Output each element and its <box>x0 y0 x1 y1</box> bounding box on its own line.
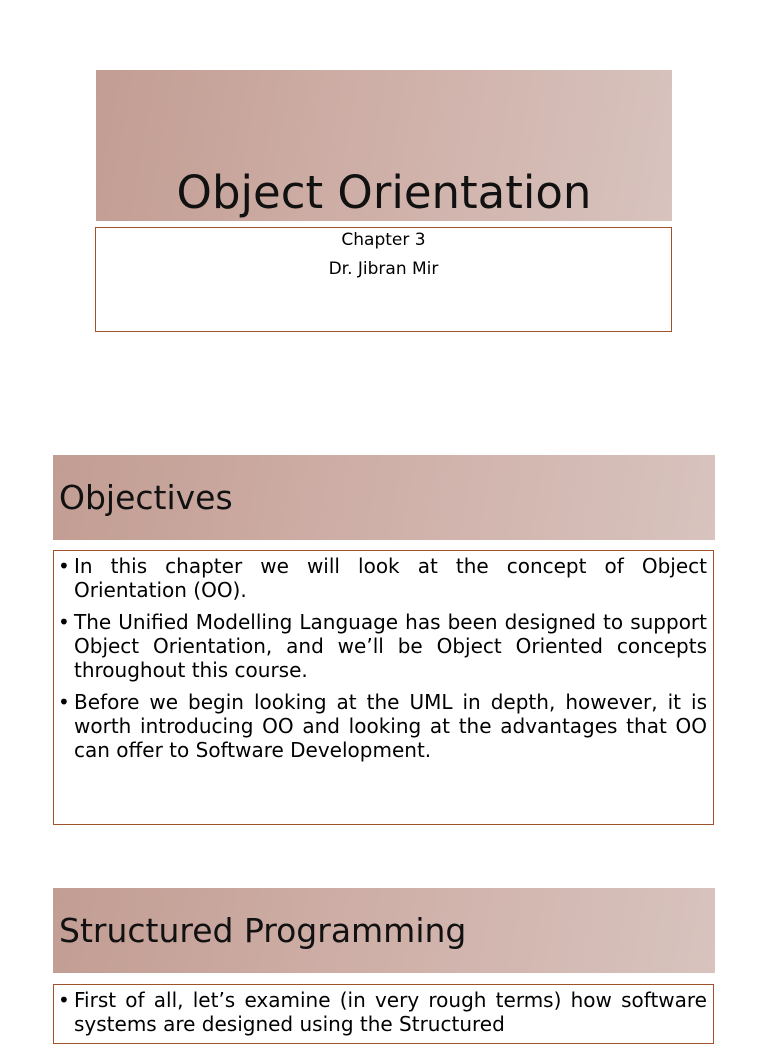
title-slide-header <box>96 70 672 221</box>
objectives-title: Objectives <box>59 478 233 517</box>
structured-programming-header <box>53 888 715 973</box>
bullet-text: The Unified Modelling Language has been designed to support Object Orientation, and we’ll be Object Oriented concepts throughout this course. <box>74 610 707 682</box>
bullet-icon: • <box>58 610 70 634</box>
subtitle-box <box>95 227 672 332</box>
chapter-label: Chapter 3 <box>341 230 426 250</box>
structured-programming-bullet-list <box>54 988 713 1036</box>
presentation-title: Object Orientation <box>176 165 592 219</box>
structured-programming-title: Structured Programming <box>59 911 467 950</box>
objectives-header <box>53 455 715 540</box>
structured-programming-content-box <box>53 984 714 1044</box>
list-item <box>58 690 707 762</box>
objectives-bullet-list <box>54 554 713 762</box>
list-item <box>58 554 707 602</box>
list-item <box>58 988 707 1036</box>
bullet-icon: • <box>58 554 70 578</box>
bullet-text: In this chapter we will look at the concept of Object Orientation (OO). <box>74 554 707 602</box>
bullet-icon: • <box>58 690 70 714</box>
bullet-text: First of all, let’s examine (in very rough terms) how software systems are designed using the Structured <box>74 988 707 1036</box>
bullet-icon: • <box>58 988 70 1012</box>
list-item <box>58 610 707 682</box>
bullet-text: Before we begin looking at the UML in depth, however, it is worth introducing OO and looking at the advantages that OO can offer to Software Development. <box>74 690 707 762</box>
objectives-content-box <box>53 550 714 825</box>
author-name: Dr. Jibran Mir <box>328 259 439 279</box>
